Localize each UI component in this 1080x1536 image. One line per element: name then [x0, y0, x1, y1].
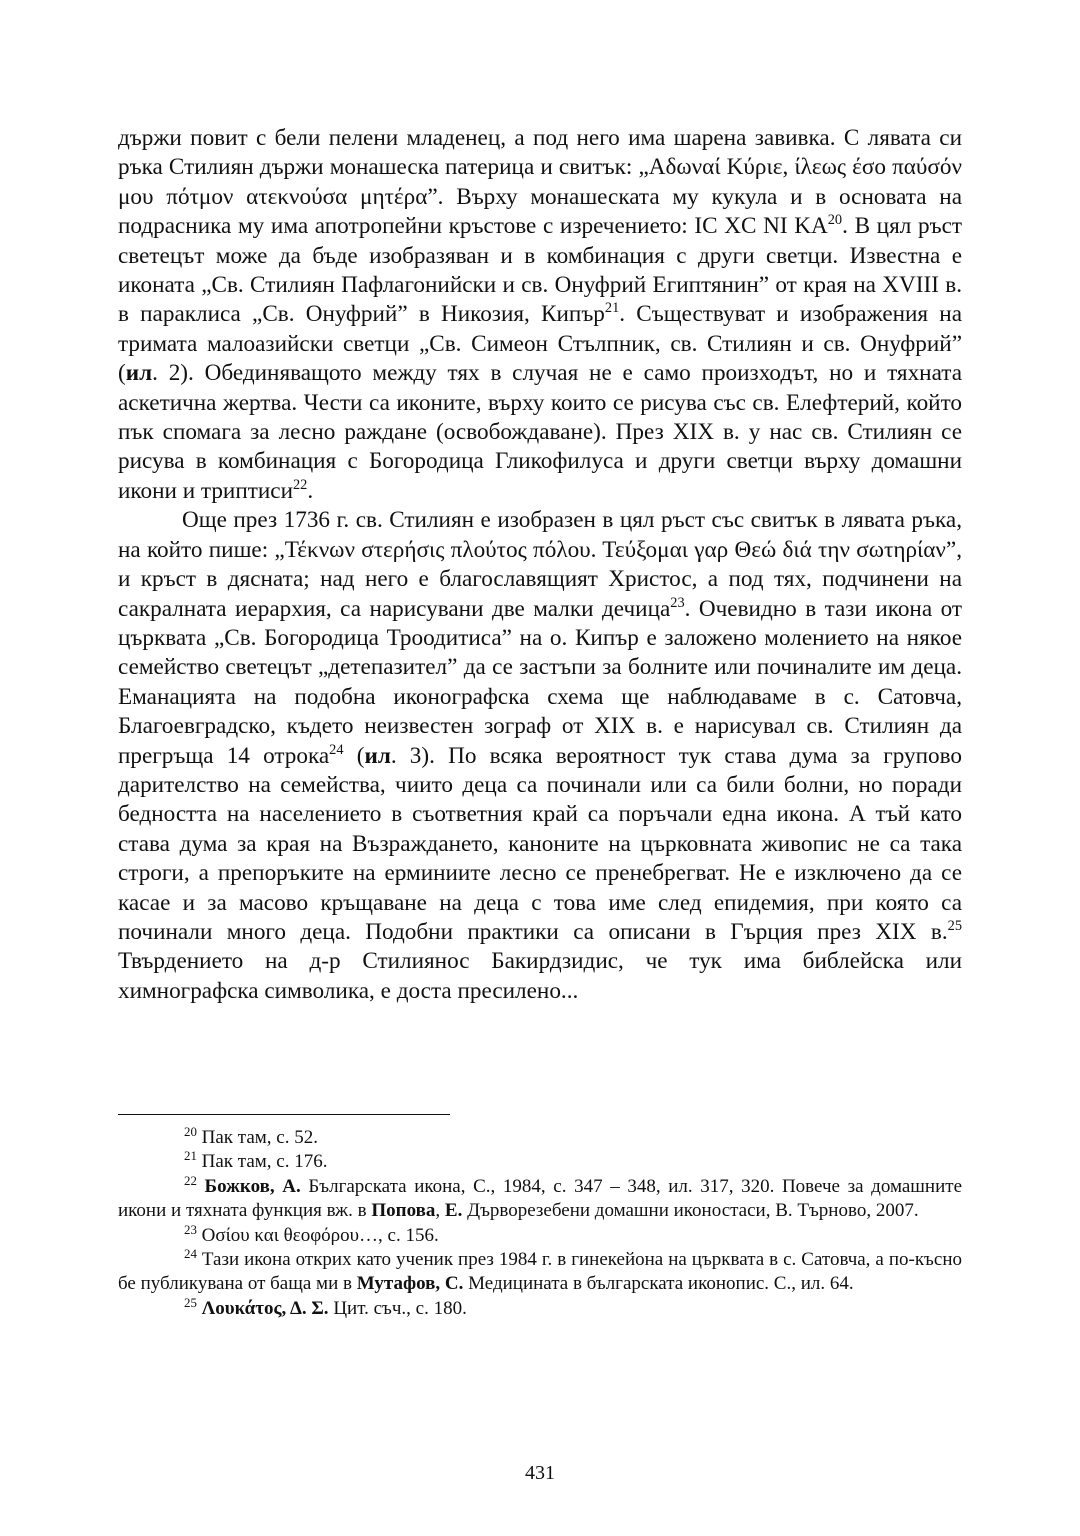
text-run: Още през 1736 г. св. Стилиян е изобразен в цял ръст със свитък в лявата ръка, на който пише: „Τέκνων στερήσις πλούτος πόλου. Τεύξομαι γαρ Θεώ διά την σωτηρίαν”, и кръст в дясната; над него е благославящият Христос, а под тях, подчинени на сакралната иерархия, са нарисувани две малки дечица	[118, 507, 962, 622]
text-run: Твърдението на д-р Стилиянос Бакирдзидис, че тук има библейска или химнографска символика, е доста пресилено...	[118, 948, 962, 1004]
footnote-ref: 25	[184, 1294, 197, 1310]
footnote-ref: 20	[827, 212, 843, 229]
text-run: .	[307, 477, 314, 504]
bold-text: Попова	[371, 1200, 436, 1222]
bold-text: Божков, А.	[204, 1175, 301, 1197]
footnote-ref: 25	[947, 918, 962, 935]
footnote-ref: 22	[292, 476, 308, 493]
footnote-ref: 22	[184, 1172, 197, 1188]
page-number: 431	[525, 1462, 555, 1484]
text-run: . Очевидно в тази икона от църквата „Св. Богородица Троодитиса” на о. Кипър е заложено молението на някое семейство светецът „детепазител” да се застъпи за болните или починалите им деца. Еманацията на подобна иконографска схема ще наблюдаваме в с. Сатовча, Благоевградско, където неизвестен зограф от XIX в. е нарисувал св. Стилиян да прегръща 14 отрока	[118, 595, 962, 769]
footnote-ref: 21	[184, 1148, 197, 1164]
text-run: Тази икона открих като ученик през 1984 г. в гинекейона на църквата в с. Сатовча, а по-късно бе публикувана от баща ми в	[118, 1249, 962, 1295]
text-run: Пак там, с. 176.	[196, 1151, 328, 1173]
text-run: . 3). По всяка вероятност тук става дума за групово дарителство на семейства, чиито деца са починали или са били болни, но поради бедността на населението в съответния край са поръчали една икона. А тъй като става дума за края на Възраждането, каноните на църковната живопис не са така строги, а препоръките на ерминиите лесно се пренебрегват. Не е изключено да се касае и за масово кръщаване на деца с това име след епидемия, при която са починали много деца. Подобни практики са описани в Гърция през XIX в.	[118, 742, 962, 945]
bold-text: Λουκάτος, Δ. Σ.	[201, 1297, 329, 1319]
bold-text: ил	[364, 742, 391, 769]
footnote-ref: 24	[184, 1245, 197, 1261]
footnote-ref: 23	[184, 1221, 197, 1237]
footnote	[118, 1294, 962, 1321]
text-run: Медицината в българската иконопис. С., ил. 64.	[463, 1273, 854, 1295]
footnote-ref: 24	[329, 741, 344, 758]
footnote	[118, 1150, 962, 1174]
footnote	[118, 1123, 962, 1150]
paragraph	[118, 124, 962, 506]
bold-text: ил	[125, 360, 153, 387]
footnotes	[118, 1123, 963, 1321]
text-run	[197, 1176, 205, 1197]
main-text	[118, 124, 962, 1006]
paragraph	[118, 506, 962, 1006]
footnote-ref: 23	[670, 594, 685, 611]
footnote	[118, 1221, 962, 1248]
bold-text: Мутафов, С.	[356, 1273, 464, 1295]
text-run: Οσίου και θεοφόρου…, с. 156.	[196, 1224, 439, 1246]
footnote-separator	[118, 1114, 450, 1115]
text-run: (	[343, 742, 365, 769]
text-run: Пак там, с. 52.	[196, 1127, 318, 1148]
text-run: Българската икона, С., 1984, с. 347 – 348, ил. 317, 320. Повече за домашните икони и тяхната функция вж. в	[118, 1175, 963, 1222]
text-run: . В цял ръст светецът може да бъде изобразяван и в комбинация с други светци. Известна е иконата „Св. Стилиян Пафлагонийски и св. Онуфрий Египтянин” от края на XVIII в. в параклиса „Св. Онуфрий” в Никозия, Кипър	[118, 213, 962, 328]
footnote-ref: 20	[184, 1123, 197, 1139]
text-run: . 2). Обединяващото между тях в случая не е само произходът, но и тяхната аскетична жертва. Чести са иконите, върху които се рисува със св. Елефтерий, който пък спомага за лесно раждане (освобождаване). През XIX в. у нас св. Стилиян се рисува в комбинация с Богородица Гликофилуса и други светци върху домашни икони и триптиси	[118, 360, 962, 504]
text-run: Дърворезебени домашни иконостаси, В. Търново, 2007.	[462, 1200, 919, 1222]
footnote-ref: 21	[604, 300, 620, 317]
text-run: ,	[435, 1200, 445, 1222]
text-run: Цит. съч., с. 180.	[328, 1297, 467, 1319]
bold-text: Е.	[444, 1200, 463, 1222]
footnote	[118, 1172, 963, 1224]
footnote	[118, 1245, 962, 1297]
text-run: държи повит с бели пелени младенец, а под него има шарена завивка. С лявата си ръка Стилиян държи монашеска патерица и свитък: „Αδωναί Κύριε, ίλεως έσο παύσόν μου πότμον ατεκνούσα μητέρα”. Върху монашеската му кукула и в основата на подрасника му има апотропейни кръстове с изречението: IC XC NI KA	[118, 125, 962, 240]
text-run: . Съществуват и изображения на тримата малоазийски светци „Св. Симеон Стълпник, св. Стилиян и св. Онуфрий” (	[118, 301, 962, 387]
